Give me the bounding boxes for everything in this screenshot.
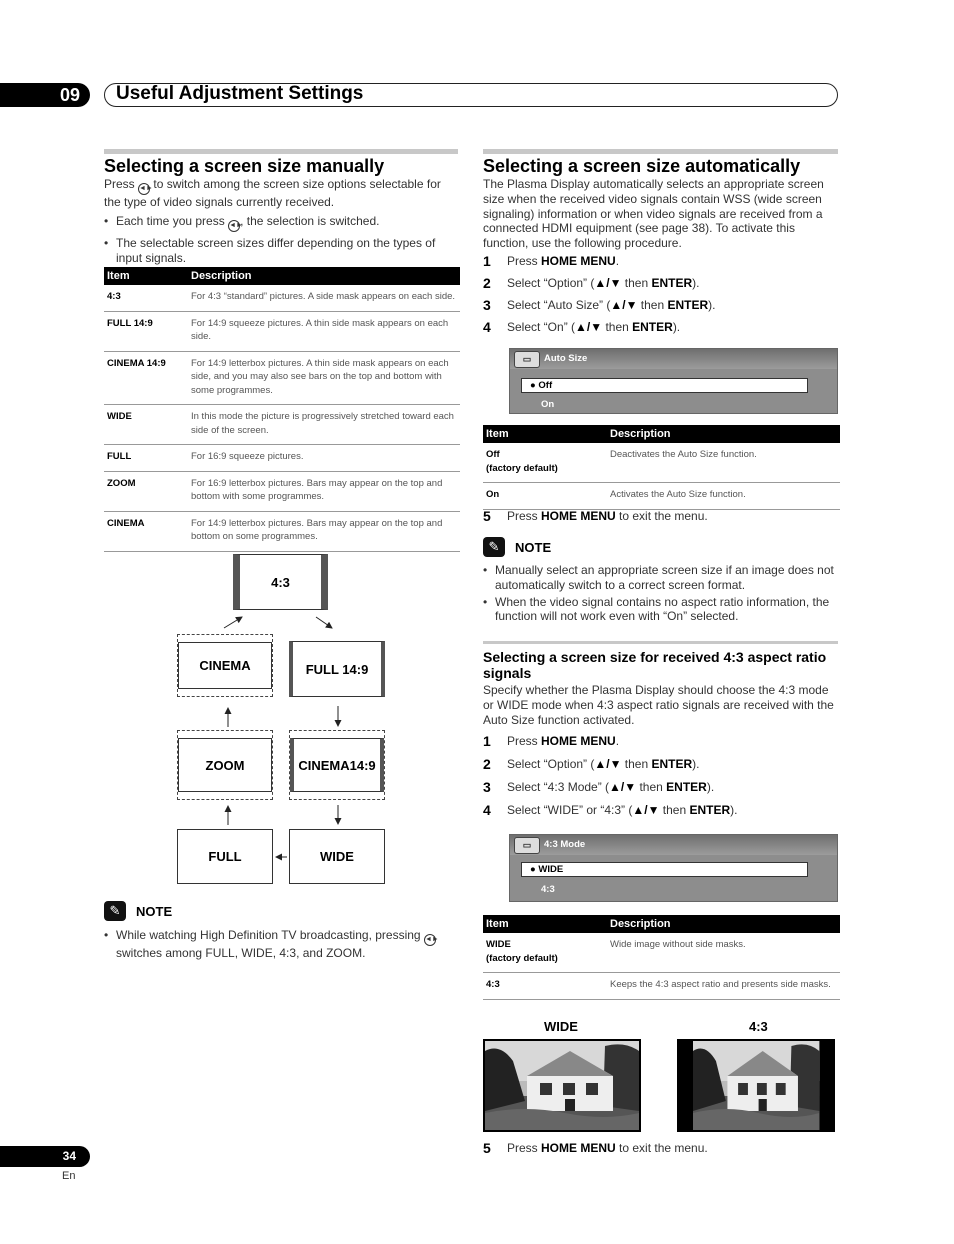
row-desc: For 14:9 letterbox pictures. Bars may appear on the top and bottom on some programmes. (188, 511, 460, 551)
house-image (485, 1041, 639, 1130)
row-item: FULL 14:9 (104, 311, 188, 351)
arrow-keys-icon: ▲/▼ (610, 298, 638, 312)
row-item: On (483, 483, 607, 510)
arrow-43-to-full149 (316, 617, 332, 628)
step-item (483, 276, 838, 298)
step-key: ENTER (651, 276, 693, 290)
step-text: . (615, 254, 620, 268)
step-text: to exit the menu. (615, 509, 708, 523)
step-text: then (621, 276, 652, 290)
option-label: Off (538, 380, 553, 391)
step-number: 2 (483, 275, 491, 291)
osd-selected-option[interactable] (521, 378, 808, 393)
radio-dot-icon: ● (530, 380, 536, 391)
step-item (483, 734, 838, 757)
table-header-item: Item (483, 915, 607, 933)
row-desc: For 14:9 letterbox pictures. A thin side mask appears on each side, and you may also see bars on the top and bottom with some programmes. (188, 351, 460, 405)
row-desc: For 16:9 squeeze pictures. (188, 445, 460, 472)
step-text: Select “4:3 Mode” ( (507, 780, 610, 794)
table-header-item: Item (104, 267, 188, 285)
row-desc: For 4:3 “standard” pictures. A side mask appears on each side. (188, 285, 460, 311)
step-text: ). (672, 320, 681, 334)
chapter-title: Useful Adjustment Settings (116, 83, 364, 104)
osd-title-bar (510, 349, 837, 369)
step-item (483, 320, 838, 342)
step-key: HOME MENU (541, 509, 616, 523)
wide-caption: WIDE (544, 1019, 578, 1034)
auto-size-osd (509, 348, 838, 414)
row-item-cell (483, 443, 607, 483)
row-desc: In this mode the picture is progressively stretched toward each side of the screen. (188, 405, 460, 445)
row-item: CINEMA 14:9 (104, 351, 188, 405)
step-text: Press (507, 1141, 542, 1155)
table-row (483, 483, 840, 510)
step-number: 5 (483, 1140, 491, 1156)
step-item (483, 803, 838, 826)
step-item (483, 757, 838, 780)
step-number: 4 (483, 319, 491, 335)
osd-title: Auto Size (544, 353, 588, 364)
aspect-43-section (483, 641, 838, 727)
step-text: then (602, 320, 633, 334)
aspect-43-steps (483, 734, 838, 826)
row-item: 4:3 (104, 285, 188, 311)
row-item: Off (486, 449, 500, 460)
step-key: ENTER (667, 298, 709, 312)
table-row (483, 443, 840, 483)
note-icon: ✎ (104, 901, 126, 921)
step-text: ). (708, 298, 716, 312)
wide-house-photo (483, 1039, 641, 1132)
row-item-note: (factory default) (486, 462, 558, 474)
right-note (483, 537, 838, 624)
step-text: ). (730, 803, 738, 817)
mode-full149-box: FULL 14:9 (289, 641, 385, 697)
step-number: 2 (483, 756, 491, 772)
step-text: Select “Option” ( (507, 757, 595, 771)
step-key: ENTER (666, 780, 707, 794)
step-text: then (621, 757, 652, 771)
page-number: 34 (0, 1146, 90, 1167)
step-text: Select “On” ( (507, 320, 576, 334)
left-note (104, 901, 458, 961)
note-title: NOTE (515, 539, 552, 555)
osd-title: 4:3 Mode (544, 839, 586, 850)
page-language: En (62, 1170, 76, 1182)
arrow-keys-icon: ▲/▼ (594, 757, 622, 771)
row-desc: Keeps the 4:3 aspect ratio and presents side masks. (607, 973, 840, 1000)
step-number: 1 (483, 733, 491, 749)
tv-icon: ▭ (514, 837, 540, 854)
note-text-post: switches among FULL, WIDE, 4:3, and ZOOM. (116, 946, 366, 960)
step-item (483, 298, 838, 320)
step-number: 5 (483, 508, 491, 524)
step-key: ENTER (632, 320, 673, 334)
step-key: ENTER (689, 803, 731, 817)
step-key: HOME MENU (541, 734, 616, 748)
section-rule (483, 149, 838, 154)
note-icon: ✎ (483, 537, 505, 557)
note-text-pre: While watching High Definition TV broadcasting, pressing (116, 928, 421, 942)
mode-cinema-label: CINEMA (178, 642, 272, 689)
intro-post: to switch among the screen size options selectable for the type of video signals currently received. (104, 177, 441, 209)
row-item: CINEMA (104, 511, 188, 551)
step-item (483, 509, 838, 531)
osd-option[interactable]: 4:3 (541, 884, 555, 895)
section-rule (483, 641, 838, 644)
step-text: then (659, 803, 690, 817)
auto-size-steps (483, 254, 838, 342)
screen-size-button-icon: ◄► (228, 220, 240, 232)
screen-size-button-icon: ◄► (138, 183, 150, 195)
row-item: WIDE (104, 405, 188, 445)
osd-selected-option[interactable] (521, 862, 808, 877)
step-text: Select “Auto Size” ( (507, 298, 611, 312)
step-key: HOME MENU (541, 254, 616, 268)
table-header-description: Description (607, 915, 840, 933)
arrow-keys-icon: ▲/▼ (594, 276, 622, 290)
osd-option[interactable]: On (541, 399, 555, 410)
step-text: Press (507, 254, 542, 268)
row-desc: Activates the Auto Size function. (607, 483, 840, 510)
bullet-item: • The selectable screen sizes differ depending on the types of input signals. (104, 236, 458, 266)
section-title: Selecting a screen size for received 4:3 aspect ratio signals (483, 649, 827, 681)
right-column (483, 149, 838, 251)
auto-size-table (483, 425, 840, 510)
bullet-post: , the selection is switched. (240, 213, 380, 228)
screen-size-button-icon: ◄► (424, 934, 436, 946)
step-key: ENTER (651, 757, 693, 771)
row-item: WIDE (486, 939, 511, 950)
step-text: to exit the menu. (615, 1141, 708, 1155)
house-image (679, 1041, 833, 1130)
intro-text: Specify whether the Plasma Display should choose the 4:3 mode or WIDE mode when 4:3 aspect ratio signals are received with the Auto Size function activated. (483, 683, 834, 727)
aspect-43-table (483, 915, 840, 1000)
note-bullet: • Manually select an appropriate screen size if an image does not automatically switch to a correct screen format. (483, 563, 838, 593)
step-text: Press (507, 734, 542, 748)
intro-text: The Plasma Display automatically selects an appropriate screen size when the received video signals contain WSS (wide screen signaling) information or when video signals are received from a connected HDMI equipment (see page 38). To activate this function, use the following procedure. (483, 177, 824, 251)
option-label: WIDE (538, 864, 564, 875)
43-caption: 4:3 (749, 1019, 768, 1034)
step-text: ). (692, 276, 700, 290)
note-bullet (104, 928, 458, 961)
arrow-keys-icon: ▲/▼ (609, 780, 637, 794)
section-title: Selecting a screen size automatically (483, 156, 801, 176)
step-key: HOME MENU (541, 1141, 616, 1155)
section-title: Selecting a screen size manually (104, 156, 385, 176)
table-header-item: Item (483, 425, 607, 443)
step-number: 3 (483, 297, 491, 313)
step-item (483, 1141, 838, 1163)
mode-cinema149-label: CINEMA14:9 (290, 738, 384, 792)
43-house-photo (677, 1039, 835, 1132)
row-desc: Wide image without side masks. (607, 933, 840, 973)
step-text: Press (507, 509, 542, 523)
aspect-43-osd (509, 834, 838, 902)
tv-icon: ▭ (514, 351, 540, 368)
step-text: then (636, 780, 667, 794)
arrow-keys-icon: ▲/▼ (632, 803, 660, 817)
step-text: ). (692, 757, 700, 771)
step-number: 4 (483, 802, 491, 818)
diagram-arrows (0, 0, 460, 900)
row-desc: For 16:9 letterbox pictures. Bars may appear on the top and bottom with some programmes. (188, 471, 460, 511)
step-number: 1 (483, 253, 491, 269)
arrow-keys-icon: ▲/▼ (575, 320, 603, 334)
table-header-description: Description (188, 267, 460, 285)
mode-wide-box: WIDE (289, 829, 385, 884)
step-text: Select “WIDE” or “4:3” ( (507, 803, 633, 817)
row-desc: For 14:9 squeeze pictures. A thin side mask appears on each side. (188, 311, 460, 351)
step-text: then (637, 298, 668, 312)
chapter-number-badge: 09 (0, 83, 90, 107)
step-text: ). (706, 780, 715, 794)
note-bullet: • When the video signal contains no aspect ratio information, the function will not work even with “On” selected. (483, 595, 838, 625)
bullet-pre: Each time you press (116, 213, 225, 228)
table-row (483, 973, 840, 1000)
intro-pre: Press (104, 177, 135, 191)
row-item: 4:3 (483, 973, 607, 1000)
row-item-cell (483, 933, 607, 973)
row-item: FULL (104, 445, 188, 472)
osd-title-bar (510, 835, 837, 855)
mode-43-box: 4:3 (233, 554, 328, 610)
radio-dot-icon: ● (530, 864, 536, 875)
step-text: Select “Option” ( (507, 276, 595, 290)
table-row (483, 933, 840, 973)
table-header-description: Description (607, 425, 840, 443)
step-number: 3 (483, 779, 491, 795)
row-desc: Deactivates the Auto Size function. (607, 443, 840, 483)
row-item-note: (factory default) (486, 952, 558, 964)
step-item (483, 254, 838, 276)
mode-zoom-label: ZOOM (178, 738, 272, 792)
step-item (483, 780, 838, 803)
step-text: . (615, 734, 620, 748)
arrow-cinema-to-43 (224, 617, 242, 628)
note-title: NOTE (136, 903, 173, 919)
row-item: ZOOM (104, 471, 188, 511)
mode-full-box: FULL (177, 829, 273, 884)
